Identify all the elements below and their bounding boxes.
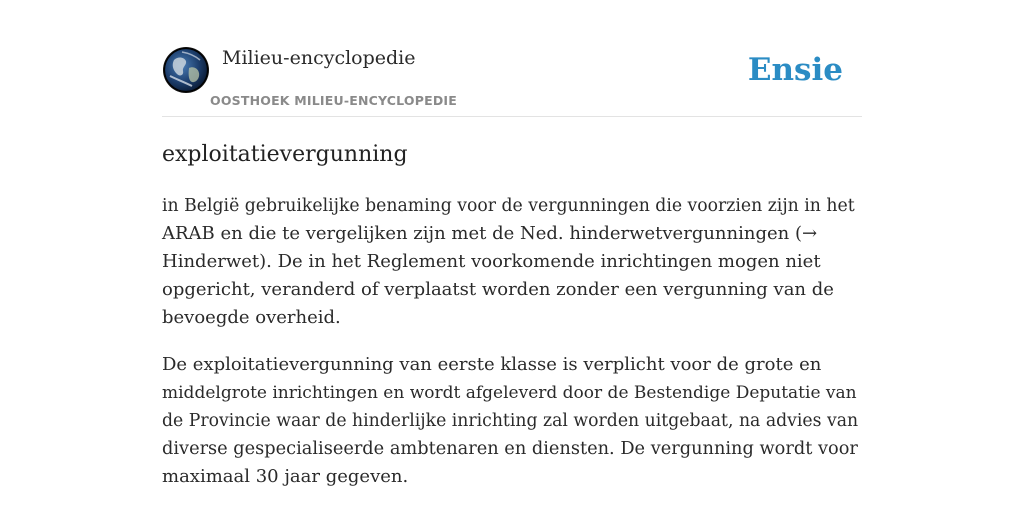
paragraph-line: in België gebruikelijke benaming voor de vergunningen die voorzien zijn in het [162, 196, 855, 216]
paragraph-line: ARAB en die te vergelijken zijn met de Ned. hinderwetvergunningen (→ [162, 223, 818, 244]
paragraph-line: opgericht, veranderd of verplaatst worden zonder een vergunning van de [162, 279, 834, 300]
paragraph-line: middelgrote inrichtingen en wordt afgeleverd door de Bestendige Deputatie van [162, 383, 857, 403]
paragraph-line: maximaal 30 jaar gegeven. [162, 466, 409, 487]
earth-globe-icon[interactable] [162, 46, 210, 94]
paragraph-line: Hinderwet). De in het Reglement voorkomende inrichtingen mogen niet [162, 251, 821, 272]
site-name[interactable]: Milieu-encyclopedie [222, 47, 416, 69]
brand-logo[interactable]: Ensie [747, 52, 843, 88]
article-paragraph [162, 192, 862, 332]
site-subtitle[interactable]: OOSTHOEK MILIEU-ENCYCLOPEDIE [210, 93, 457, 108]
page-title: exploitatievergunning [162, 142, 408, 167]
site-header [162, 46, 862, 117]
paragraph-line: bevoegde overheid. [162, 307, 341, 328]
paragraph-line: de Provincie waar de hinderlijke inrichting zal worden uitgebaat, na advies van [162, 411, 859, 431]
paragraph-line: De exploitatievergunning van eerste klasse is verplicht voor de grote en [162, 354, 822, 375]
paragraph-line: diverse gespecialiseerde ambtenaren en diensten. De vergunning wordt voor [162, 439, 858, 459]
article-paragraph [162, 351, 862, 491]
